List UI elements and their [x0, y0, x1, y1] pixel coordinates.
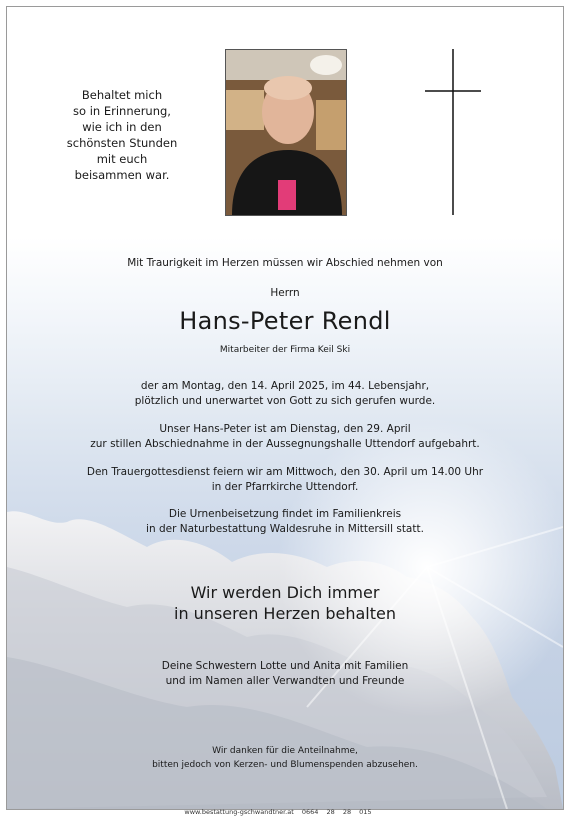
deceased-name: Hans-Peter Rendl — [179, 307, 391, 335]
motto-line: in unseren Herzen behalten — [174, 604, 396, 623]
thanks-note — [7, 744, 563, 772]
footer — [0, 808, 556, 816]
deceased-role: Mitarbeiter der Firma Keil Ski — [219, 345, 351, 355]
portrait-photo — [225, 49, 347, 216]
poem — [47, 87, 197, 183]
paragraph-line: in der Naturbestattung Waldesruhe in Mittersill statt. — [146, 523, 424, 535]
paragraph-line: Die Urnenbeisetzung findet im Familienkreis — [168, 508, 402, 520]
parte-card — [6, 6, 564, 810]
poem-line: so in Erinnerung, — [73, 104, 171, 118]
motto-line: Wir werden Dich immer — [190, 583, 380, 602]
paragraph-line: plötzlich und unerwartet von Gott zu sich gerufen wurde. — [134, 395, 436, 407]
paragraph-line: zur stillen Abschiednahme in der Aussegnungshalle Uttendorf aufgebahrt. — [90, 438, 480, 450]
poem-line: schönsten Stunden — [66, 136, 178, 150]
thanks-line: bitten jedoch von Kerzen- und Blumenspenden abzusehen. — [152, 760, 418, 770]
burial-paragraph — [7, 507, 563, 537]
poem-line: wie ich in den — [82, 120, 162, 134]
thanks-line: Wir danken für die Anteilnahme, — [212, 746, 358, 756]
family-line: Deine Schwestern Lotte und Anita mit Familien — [161, 660, 409, 672]
viewing-paragraph — [7, 422, 563, 452]
paragraph-line: Unser Hans-Peter ist am Dienstag, den 29. April — [159, 423, 411, 435]
death-notice-paragraph — [7, 379, 563, 409]
family-line: und im Namen aller Verwandten und Freunde — [165, 675, 405, 687]
poem-line: mit euch — [96, 152, 148, 166]
paragraph-line: in der Pfarrkirche Uttendorf. — [211, 481, 359, 493]
family-signature — [7, 659, 563, 689]
salutation: Herrn — [270, 287, 300, 299]
footer-phone: 0664 28 28 015 — [301, 808, 372, 816]
paragraph-line: der am Montag, den 14. April 2025, im 44. Lebensjahr, — [140, 380, 430, 392]
memorial-motto — [7, 582, 563, 624]
intro-text: Mit Traurigkeit im Herzen müssen wir Abschied nehmen von — [127, 257, 443, 269]
poem-line: Behaltet mich — [81, 88, 163, 102]
cross-icon — [423, 49, 483, 215]
footer-website[interactable]: www.bestattung-gschwandtner.at — [184, 808, 294, 816]
paragraph-line: Den Trauergottesdienst feiern wir am Mittwoch, den 30. April um 14.00 Uhr — [86, 466, 484, 478]
poem-line: beisammen war. — [74, 168, 170, 182]
funeral-service-paragraph — [7, 465, 563, 495]
